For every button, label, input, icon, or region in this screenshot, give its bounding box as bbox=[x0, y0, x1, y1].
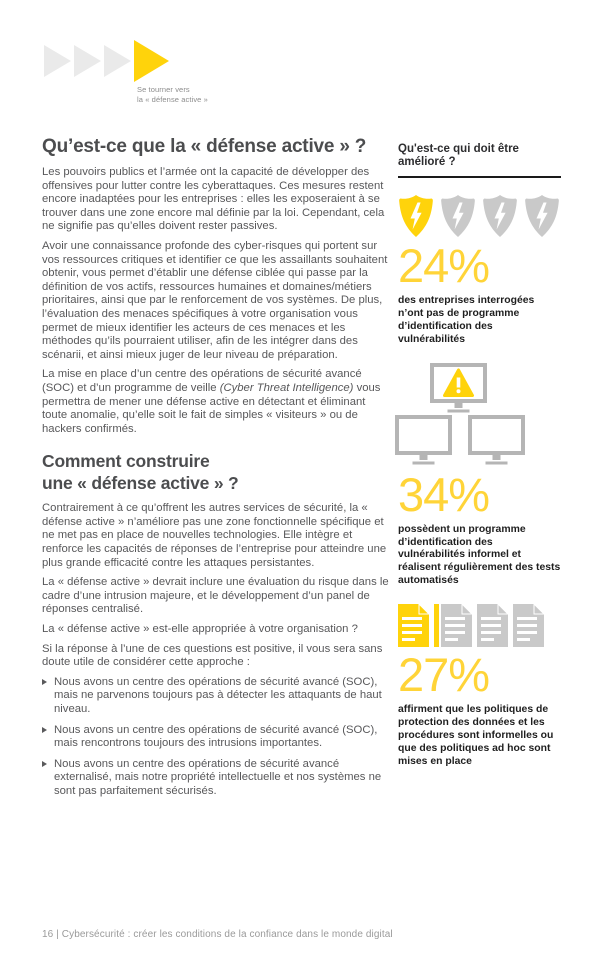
shield-bolt-icon-active bbox=[398, 194, 434, 238]
paragraph: Contrairement à ce qu’offrent les autres services de sécurité, la « défense active » n’améliore pas une zone fonctionnelle spécifique et ne met pas en place de nouvelles technologies. Elle intègre et renforce les capacités de réponses de l’entreprise pour atteindre une plus grande efficacité contre les attaques persistantes. bbox=[42, 502, 387, 569]
shield-bolt-icon bbox=[440, 194, 476, 238]
list-item-text: Nous avons un centre des opérations de sécurité avancé externalisé, mais notre propriété intellectuelle et nos systèmes ne sont pas parfaitement sécurisés. bbox=[54, 757, 382, 797]
stat-description-text: sont mises en place bbox=[398, 742, 551, 767]
list-item bbox=[42, 758, 389, 799]
sidebar-title: Qu'est-ce qui doit être amélioré ? bbox=[398, 143, 561, 178]
stat-description: des entreprises interrogées n’ont pas de programme d’identification des vulnérabilités bbox=[398, 295, 535, 345]
shield-bolt-icon bbox=[482, 194, 518, 238]
section-title-line2: une « défense active » ? bbox=[42, 472, 239, 493]
paragraph: Les pouvoirs publics et l’armée ont la capacité de développer des offensives pour lutter contre les cyberattaques. Ces mesures restent encore inadaptées pour les entreprises : elles les exposeraient à se trouver dans une zone encore mal définie par la loi. Cependant, cela ne signifie pas qu’elles doivent rester passives. bbox=[42, 166, 385, 233]
section-caption-line1: Se tourner vers bbox=[137, 85, 190, 94]
paragraph: La « défense active » devrait inclure une évaluation du risque dans le cadre d’une intrusion majeure, et le développement d’un panel de réponses centralisé. bbox=[42, 576, 389, 616]
main-column bbox=[42, 136, 389, 806]
stat-description-text: affirment que les politiques de protection des données et les procédures sont informelles ou que des politiques bbox=[398, 704, 554, 754]
step-arrow-icon bbox=[104, 45, 131, 77]
sidebar-stats bbox=[398, 143, 562, 769]
bullet-list bbox=[42, 676, 389, 799]
shield-icon-row bbox=[398, 194, 562, 238]
paragraph: La « défense active » est-elle appropriée à votre organisation ? bbox=[42, 623, 358, 636]
document-icon bbox=[513, 604, 544, 647]
stat-description: possèdent un programme d’identification des vulnérabilités informel et réalisent régulièrement des tests automatisés bbox=[398, 523, 561, 587]
stat-description bbox=[398, 704, 562, 769]
list-item bbox=[42, 676, 389, 717]
monitor-icon bbox=[395, 415, 452, 465]
bullet-arrow-icon bbox=[42, 727, 47, 733]
monitor-icon-group bbox=[398, 363, 562, 467]
document-icon-row bbox=[398, 604, 562, 647]
paragraph-text: La mise en place d’un centre des opérations de sécurité avancé (SOC) et d’un programme de veille bbox=[42, 368, 362, 394]
bullet-arrow-icon bbox=[42, 679, 47, 685]
page-title: Qu’est-ce que la « défense active » ? bbox=[42, 136, 367, 157]
list-item-text: Nous avons un centre des opérations de sécurité avancé (SOC), mais rencontrons toujours des intrusions importantes. bbox=[54, 723, 378, 750]
section-progress-arrows bbox=[44, 40, 172, 82]
list-item bbox=[42, 724, 389, 751]
bullet-arrow-icon bbox=[42, 761, 47, 767]
paragraph-text: vous permettra de mener une défense active en détectant et éliminant toute anomalie, qu’elle soit le fait de simples « visiteurs » ou de hackers confirmés. bbox=[42, 381, 381, 435]
paragraph: Si la réponse à l’une de ces questions est positive, il vous sera sans doute utile de considérer cette approche : bbox=[42, 642, 383, 669]
section-title bbox=[42, 451, 389, 494]
step-arrow-icon bbox=[44, 45, 71, 77]
document-icon-active bbox=[398, 604, 429, 647]
list-item-text: Nous avons un centre des opérations de sécurité avancé (SOC), mais ne parvenons toujours pas à détecter les attaquants de haut niveau. bbox=[54, 675, 382, 715]
paragraph bbox=[42, 368, 389, 436]
paragraph-italic-text: (Cyber Threat Intelligence) bbox=[219, 381, 354, 394]
document-icon bbox=[477, 604, 508, 647]
stat-value: 24% bbox=[398, 239, 490, 292]
document-icon bbox=[441, 604, 472, 647]
paragraph: Avoir une connaissance profonde des cyber-risques qui portent sur vos ressources critiques et identifier ce que les assaillants souhaitent obtenir, vous permet d’établir une défense ciblée qui passe par la définition de vos actifs, ressources humaines et domaines/métiers prioritaires, ainsi que par le renforcement de vos systèmes. De plus, l’évaluation des menaces spécifiques à votre organisation vous permet de mieux identifier les acteurs de ces menaces et les méthodes qu’ils pourraient utiliser, afin de les intégrer dans des scénarii, et ainsi mieux juger de leur niveau de préparation. bbox=[42, 239, 388, 361]
shield-bolt-icon bbox=[524, 194, 560, 238]
stat-value: 27% bbox=[398, 648, 490, 702]
section-caption-line2: la « défense active » bbox=[137, 94, 208, 104]
page-footer: 16 | Cybersécurité : créer les conditions de la confiance dans le monde digital bbox=[42, 929, 393, 940]
monitor-icon bbox=[468, 415, 525, 465]
section-title-line1: Comment construire bbox=[42, 451, 210, 472]
step-arrow-icon bbox=[74, 45, 101, 77]
document-partial-fill bbox=[434, 604, 439, 647]
active-step-arrow-icon bbox=[134, 40, 169, 82]
monitor-warning-icon bbox=[430, 363, 487, 413]
stat-value: 34% bbox=[398, 467, 490, 521]
stat-description-italic: ad hoc bbox=[492, 742, 526, 754]
section-caption bbox=[137, 85, 208, 104]
